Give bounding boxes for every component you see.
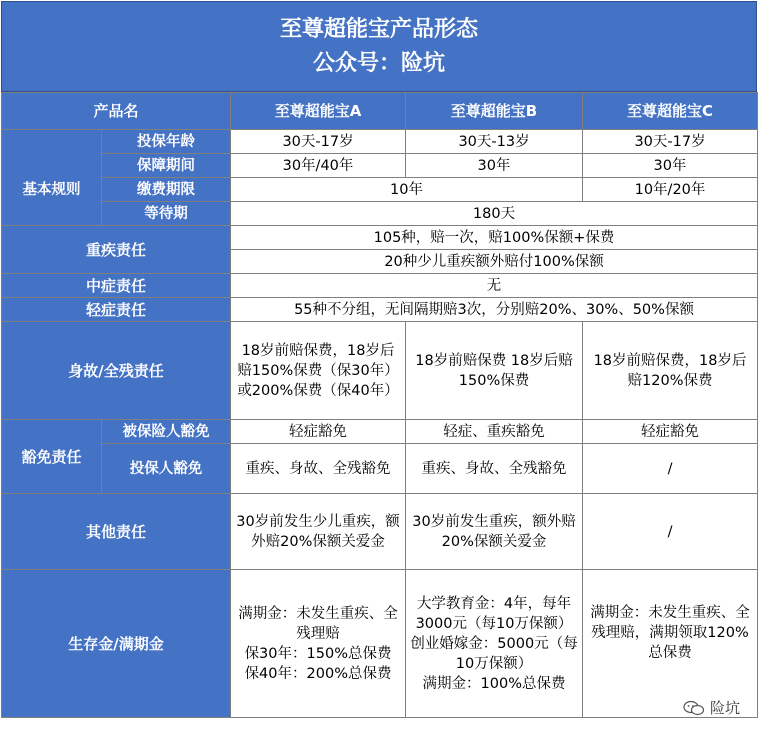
cell-death-a: 18岁前赔保费，18岁后赔150%保费（保30年）或200%保费（保40年） [231,322,406,420]
cell-age-c: 30天-17岁 [583,130,758,154]
watermark-text: 险坑 [709,699,740,717]
cell-payment-c: 10年/20年 [583,178,758,202]
cell-death-b: 18岁前赔保费 18岁后赔150%保费 [406,322,583,420]
cell-survival-a [231,570,406,718]
cell-waiver-insured-c: 轻症豁免 [583,420,758,444]
row-label-mild: 轻症责任 [2,298,231,322]
cell-waiver-insured-a: 轻症豁免 [231,420,406,444]
basic-rules-group-label: 基本规则 [2,130,102,226]
row-label-waiver-policyholder: 投保人豁免 [102,444,231,494]
cell-age-b: 30天-13岁 [406,130,583,154]
cell-period-b: 30年 [406,154,583,178]
table-row [2,298,758,322]
table-row [2,93,758,130]
table-row [2,154,758,178]
table-row [2,226,758,250]
cell-critical-line2: 20种少儿重疾额外赔付100%保额 [231,250,758,274]
row-label-other: 其他责任 [2,494,231,570]
cell-payment-ab: 10年 [231,178,583,202]
survival-a-line: 满期金：未发生重疾、全残理赔 [238,605,398,642]
title-banner [1,1,757,92]
row-label-critical: 重疾责任 [2,226,231,274]
wechat-icon [683,700,705,716]
survival-b-line: 大学教育金：4年，每年3000元（每10万保额） 创业婚嫁金：5000元（每10万保额） [410,595,578,672]
table-row [2,178,758,202]
cell-period-c: 30年 [583,154,758,178]
cell-waiting: 180天 [231,202,758,226]
header-product-name: 产品名 [2,93,231,130]
cell-waiver-policyholder-c: / [583,444,758,494]
cell-survival-c [583,570,758,718]
header-plan-c: 至尊超能宝C [583,93,758,130]
table-row [2,420,758,444]
row-label-waiver-insured: 被保险人豁免 [102,420,231,444]
table-row [2,202,758,226]
table-row [2,494,758,570]
header-plan-b: 至尊超能宝B [406,93,583,130]
cell-mild: 55种不分组，无间隔期赔3次，分别赔20%、30%、50%保额 [231,298,758,322]
survival-b-line: 满期金：100%总保费 [422,675,566,692]
header-plan-a: 至尊超能宝A [231,93,406,130]
row-label-period: 保障期间 [102,154,231,178]
table-row [2,444,758,494]
cell-waiver-policyholder-a: 重疾、身故、全残豁免 [231,444,406,494]
cell-other-b: 30岁前发生重疾，额外赔20%保额关爱金 [406,494,583,570]
table-row [2,570,758,718]
cell-death-c: 18岁前赔保费，18岁后赔120%保费 [583,322,758,420]
cell-critical-line1: 105种，赔一次，赔100%保额+保费 [231,226,758,250]
cell-moderate: 无 [231,274,758,298]
waiver-group-label: 豁免责任 [2,420,102,494]
survival-c-text: 满期金：未发生重疾、全残理赔，满期领取120%总保费 [590,604,750,661]
row-label-payment: 缴费期限 [102,178,231,202]
cell-survival-b [406,570,583,718]
cell-waiver-insured-b: 轻症、重疾豁免 [406,420,583,444]
title-subtitle: 公众号：险坑 [312,50,445,76]
cell-waiver-policyholder-b: 重疾、身故、全残豁免 [406,444,583,494]
product-table [1,92,758,718]
cell-age-a: 30天-17岁 [231,130,406,154]
cell-period-a: 30年/40年 [231,154,406,178]
table-row [2,274,758,298]
row-label-age: 投保年龄 [102,130,231,154]
table-row [2,130,758,154]
row-label-waiting: 等待期 [102,202,231,226]
table-row [2,322,758,420]
watermark [683,697,740,718]
row-label-survival: 生存金/满期金 [2,570,231,718]
cell-other-a: 30岁前发生少儿重疾，额外赔20%保额关爱金 [231,494,406,570]
cell-other-c: / [583,494,758,570]
row-label-death: 身故/全残责任 [2,322,231,420]
survival-a-line: 保30年：150%总保费 [244,645,392,662]
survival-a-line: 保40年：200%总保费 [244,665,392,682]
row-label-moderate: 中症责任 [2,274,231,298]
title-main: 至尊超能宝产品形态 [279,16,478,42]
